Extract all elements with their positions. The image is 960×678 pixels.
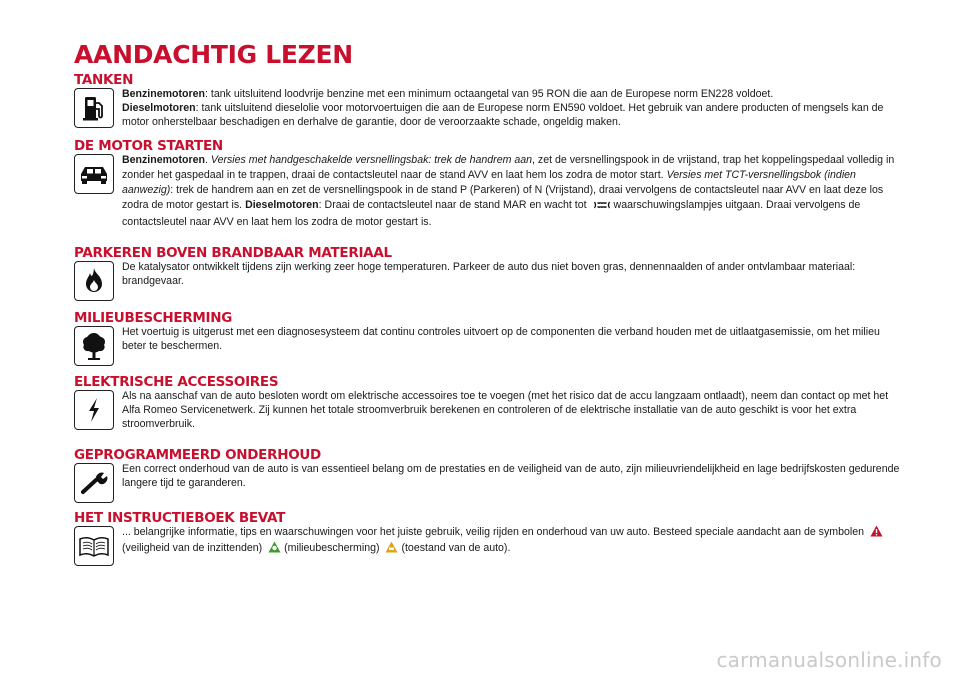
section-elektrische-accessoires	[74, 374, 889, 445]
section-heading: MILIEUBESCHERMING	[74, 310, 233, 326]
tct-gearbox-text: : trek de handrem aan en zet de versnellingspook in de stand P (Parkeren) of N (Vrijstand), draai vervolgens de contactsleutel naar AVV en laat deze los zodra de motor gestart is.	[122, 184, 884, 211]
section-tanken	[74, 72, 884, 133]
section-text: Het voertuig is uitgerust met een diagnosesysteem dat continu controles uitvoert op de componenten die verband houden met de uitlaatgasemissie, om het milieu beter te beschermen.	[122, 326, 880, 352]
section-text: De katalysator ontwikkelt tijdens zijn werking zeer hoge temperaturen. Parkeer de auto dus niet boven gras, dennennaalden of ander ontvlambaar materiaal: brandgevaar.	[122, 261, 856, 287]
tree-icon	[74, 326, 114, 366]
diesel-label: Dieselmotoren	[122, 102, 196, 114]
section-body	[122, 389, 902, 431]
lightning-icon	[74, 390, 114, 430]
petrol-text: : tank uitsluitend loodvrije benzine met een minimum octaangetal van 95 RON die aan de Europese norm EN228 voldoet.	[205, 88, 774, 100]
diesel-text: : tank uitsluitend dieselolie voor motorvoertuigen die aan de Europese norm EN590 voldoet. Het gebruik van andere producten of mengsels kan de motor onherstelbaar beschadigen en derhalve de garantie, door de veroorzaakte schade, ongeldig maken.	[122, 102, 884, 128]
page-title: AANDACHTIG LEZEN	[74, 40, 353, 69]
petrol-label: Benzinemotoren	[122, 88, 205, 100]
section-geprogrammeerd-onderhoud	[74, 447, 900, 504]
diesel-label: Dieselmotoren	[245, 199, 319, 211]
section-heading: HET INSTRUCTIEBOEK BEVAT	[74, 510, 286, 526]
section-text: Als na aanschaf van de auto besloten wordt om elektrische accessoires toe te voegen (met het risico dat de accu langzaam ontlaadt), neem dan contact op met het Alfa Romeo Servicenetwerk. Zij kunnen het totale stroomverbruik berekenen en controleren of de elektrische installatie van de auto geschikt is voor het extra stroomverbruik.	[122, 390, 889, 430]
section-body	[122, 462, 902, 490]
section-text: ... belangrijke informatie, tips en waarschuwingen voor het juiste gebruik, veilig rijden en onderhoud van uw auto. Besteed speciale aandacht aan de symbolen	[122, 526, 865, 538]
section-body	[122, 525, 902, 557]
section-parkeren	[74, 246, 874, 304]
watermark: carmanualsonline.info	[716, 648, 942, 672]
vehicle-symbol-text: (toestand van de auto).	[401, 542, 511, 554]
vehicle-warning-icon	[385, 541, 398, 557]
section-heading: ELEKTRISCHE ACCESSOIRES	[74, 374, 279, 390]
safety-warning-icon	[870, 525, 883, 541]
flame-icon	[74, 261, 114, 301]
section-body: Benzinemotoren. Versies met handgeschakelde versnellingsbak: trek de handrem aan, zet de versnellingspook in de vrijstand, trap het koppelingspedaal volledig in zonder het gaspedaal in te trappen, draai de contactsleutel naar de stand AVV en laat hem los zodra de motor start. Versies met TCT-versnellingsbok (indien aanwezig): trek de handrem aan en zet de versnellingspook in de stand P (Parkeren) of N (Vrijstand), draai vervolgens de contactsleutel naar AVV en laat deze los zodra de motor gestart is. Dieselmotoren: Draai de contactsleutel naar de stand MAR en wacht tot waarschuwingslampjes uitgaan. Draai vervolgens de contactsleutel naar AVV en laat hem los zodra de motor gestart is.	[122, 154, 895, 228]
section-text: Een correct onderhoud van de auto is van essentieel belang om de prestaties en de veiligheid van de auto, zijn milieuvriendelijkheid en lage bedrijfskosten gedurende langere tijd te garanderen.	[122, 463, 900, 489]
section-heading: GEPROGRAMMEERD ONDERHOUD	[74, 447, 321, 463]
manual-gearbox-label: Versies met handgeschakelde versnellingsbak: trek de handrem aan	[210, 154, 533, 166]
safety-symbol-text: (veiligheid van de inzittenden)	[122, 542, 263, 554]
section-body	[122, 260, 902, 288]
environment-warning-icon	[268, 541, 281, 557]
wrench-icon	[74, 463, 114, 503]
car-icon	[74, 154, 114, 194]
diesel-text: : Draai de contactsleutel naar de stand MAR en wacht tot	[318, 199, 587, 211]
section-milieubescherming	[74, 310, 880, 369]
section-motor-starten	[74, 138, 895, 237]
petrol-label: Benzinemotoren	[122, 154, 205, 166]
fuel-pump-icon	[74, 88, 114, 128]
tct-gearbox-label: Versies met TCT-versnellingsbok (indien aanwezig)	[122, 169, 856, 196]
section-body	[122, 325, 902, 353]
section-body	[122, 87, 902, 129]
glow-plug-icon	[593, 200, 611, 215]
section-heading: TANKEN	[74, 72, 134, 88]
section-heading: DE MOTOR STARTEN	[74, 138, 223, 154]
environment-symbol-text: (milieubescherming)	[284, 542, 380, 554]
manual-gearbox-text: , zet de versnellingspook in de vrijstand, trap het koppelingspedaal volledig in zonder het gaspedaal in te trappen, draai de contactsleutel naar de stand AVV en laat hem los zodra de motor start.	[122, 154, 895, 181]
open-book-icon	[74, 526, 114, 566]
section-instructieboek	[74, 511, 874, 569]
diesel-text-continued: waarschuwingslampjes uitgaan. Draai vervolgens de contactsleutel naar AVV en laat hem los zodra de motor gestart is.	[122, 199, 861, 228]
section-heading: PARKEREN BOVEN BRANDBAAR MATERIAAL	[74, 245, 392, 261]
